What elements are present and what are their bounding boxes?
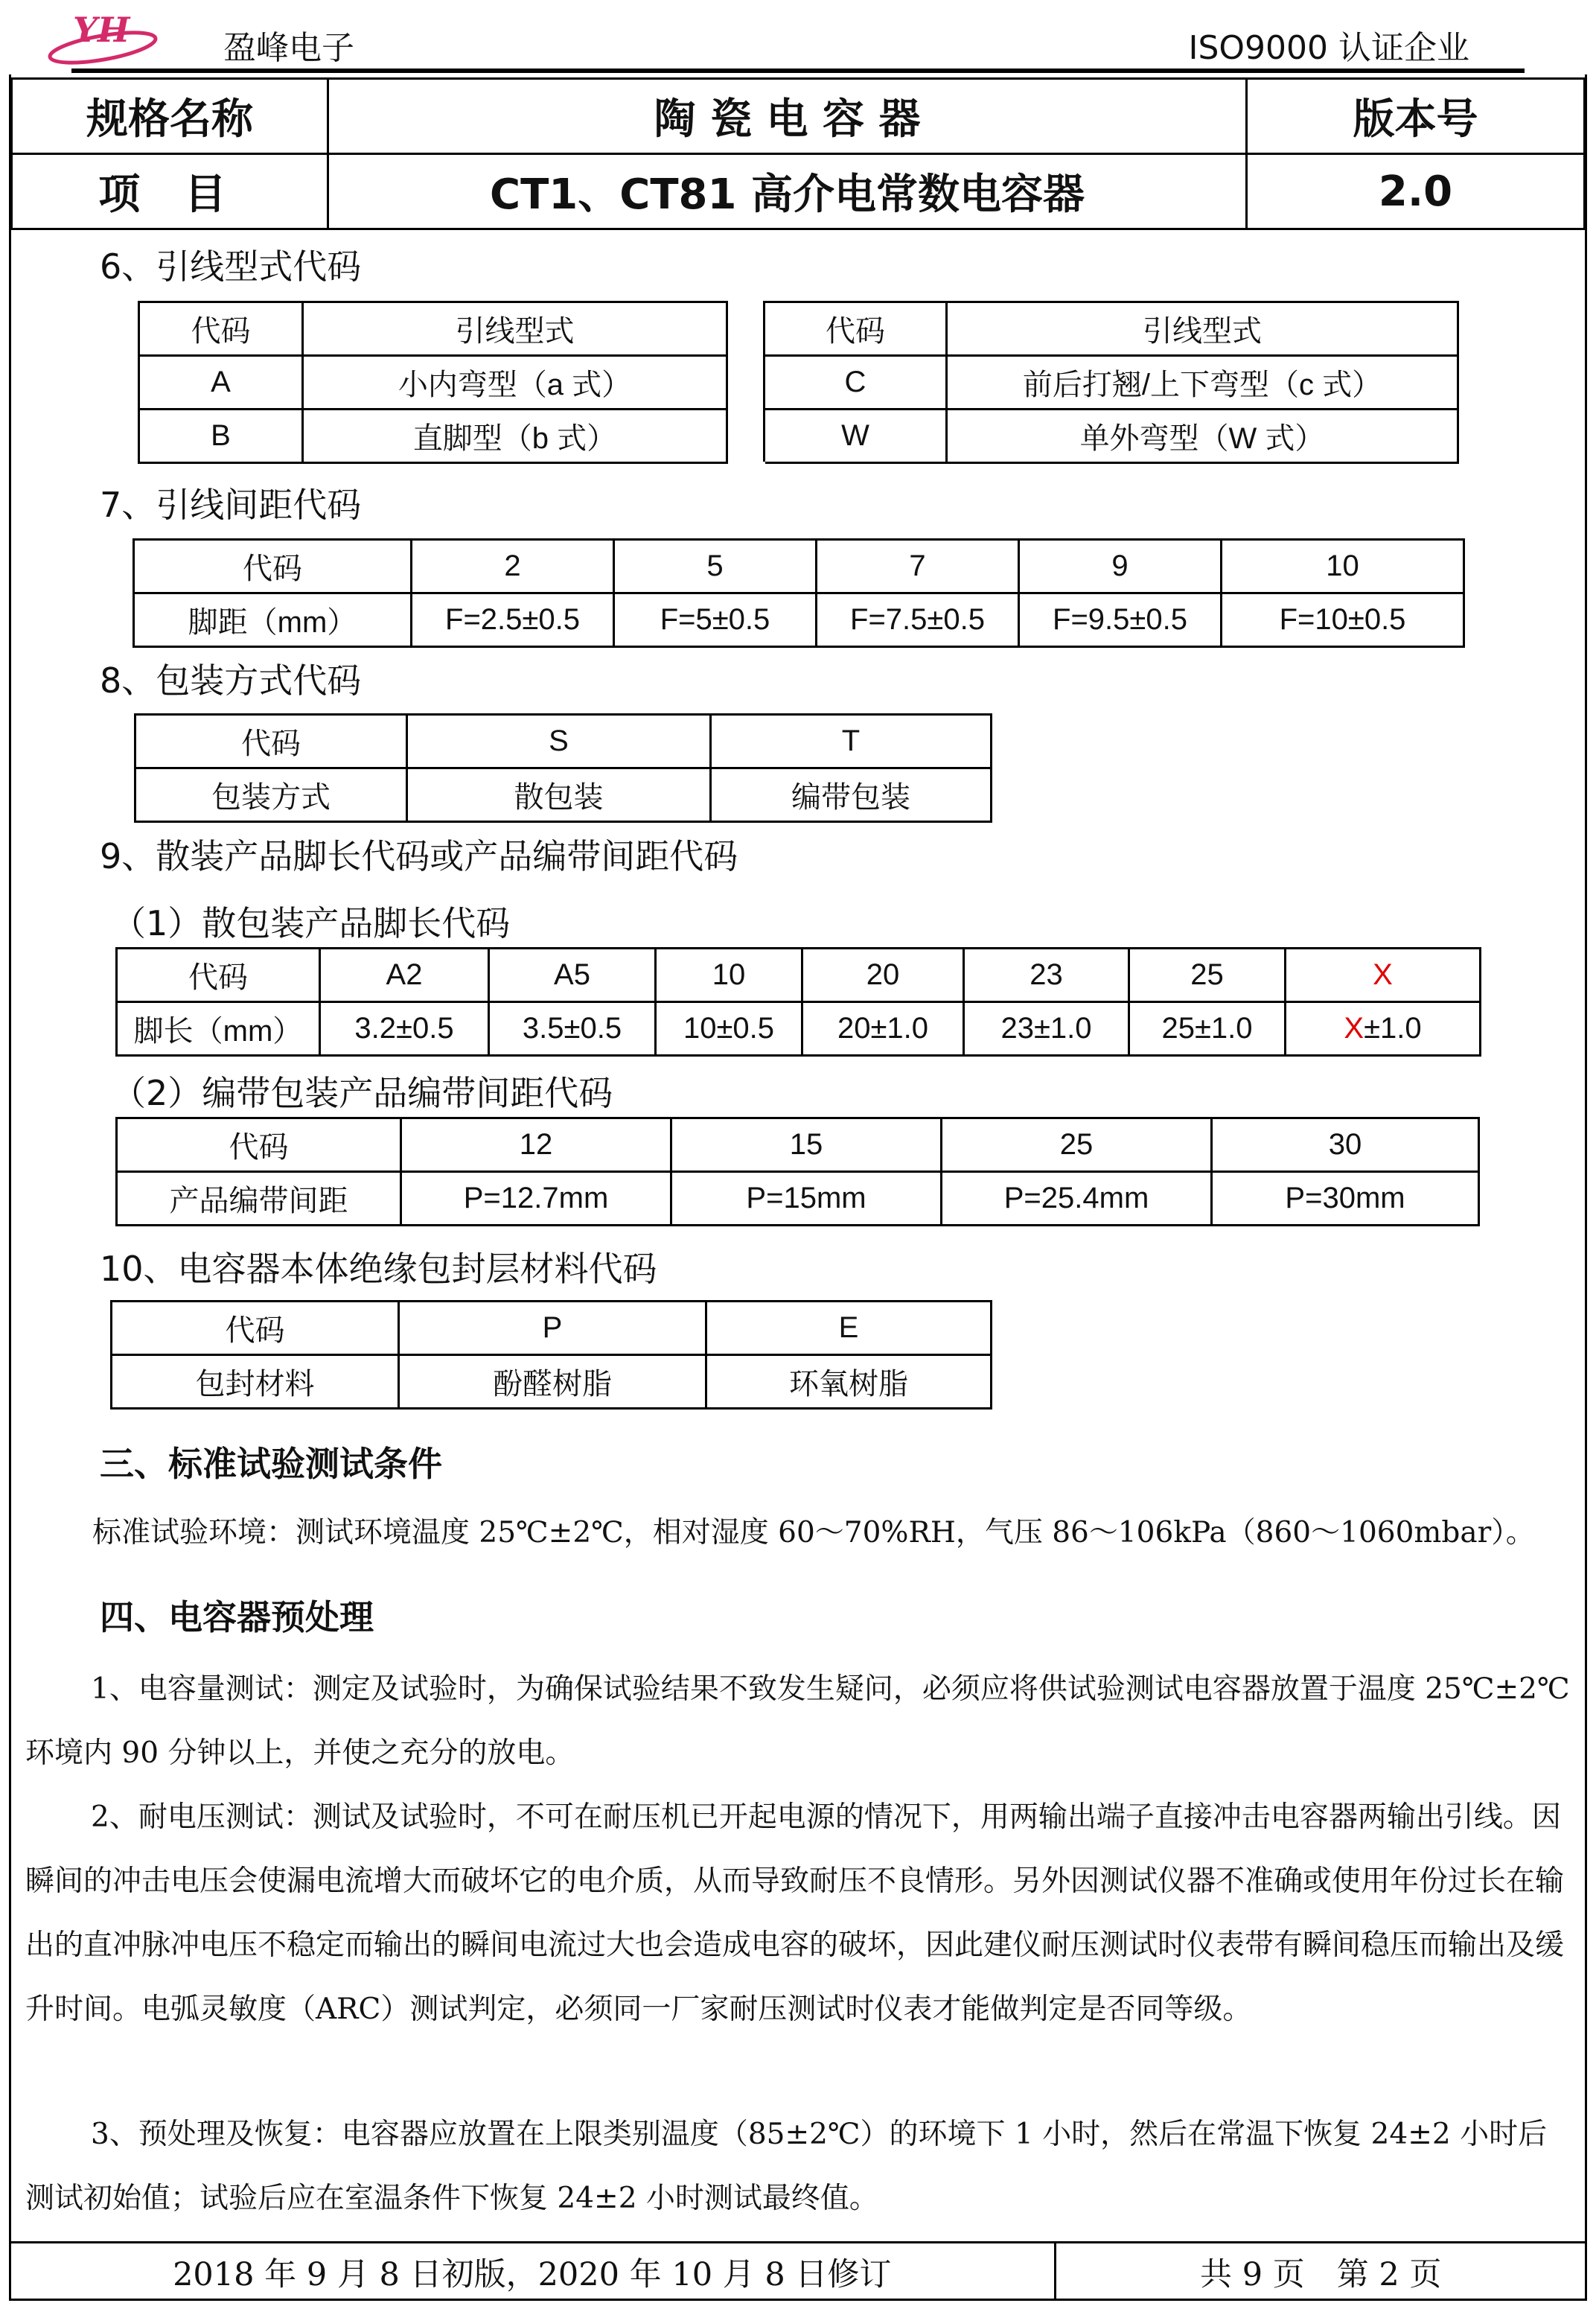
- table-cell: 7: [817, 540, 1019, 593]
- table-cell: 20: [802, 949, 964, 1002]
- table-cell: 编带包装: [711, 768, 992, 822]
- table-cell: 代码: [139, 302, 303, 356]
- sec8-title: 8、包装方式代码: [100, 660, 362, 701]
- table-cell: 10: [656, 949, 802, 1002]
- item-label: 项 目: [12, 154, 328, 229]
- table-cell: 15: [671, 1118, 942, 1172]
- table-cell: 散包装: [407, 768, 711, 822]
- table-cell: W: [765, 410, 947, 463]
- part4-title: 四、电容器预处理: [100, 1597, 374, 1637]
- table-cell: F=2.5±0.5: [412, 593, 614, 647]
- logo-text: YH: [73, 10, 130, 50]
- table-cell: 25: [1129, 949, 1286, 1002]
- table-cell: 10: [1222, 540, 1464, 593]
- table-cell: S: [407, 715, 711, 768]
- table-cell: 23±1.0: [964, 1002, 1129, 1056]
- table-cell: 30: [1212, 1118, 1479, 1172]
- table-cell: P=25.4mm: [942, 1172, 1212, 1226]
- part4-p3: 3、预处理及恢复：电容器应放置在上限类别温度（85±2℃）的环境下 1 小时，然后在常温下恢复 24±2 小时后测试初始值；试验后应在室温条件下恢复 24±2 小时测试最终值。: [25, 2118, 1548, 2215]
- table-cell: A: [139, 356, 303, 410]
- spec-value: 陶 瓷 电 容 器: [328, 79, 1247, 154]
- part3-title: 三、标准试验测试条件: [100, 1444, 442, 1484]
- table-cell: 代码: [117, 1118, 401, 1172]
- table-cell: 25±1.0: [1129, 1002, 1286, 1056]
- table-cell: C: [765, 356, 947, 410]
- table-cell: X: [1286, 949, 1481, 1002]
- table-cell: 3.2±0.5: [320, 1002, 489, 1056]
- page-number: 共 9 页 第 2 页: [1055, 2243, 1586, 2301]
- table-cell: F=5±0.5: [614, 593, 817, 647]
- sec6-title: 6、引线型式代码: [100, 246, 362, 287]
- packaging-table: [134, 713, 992, 823]
- table-cell: 2: [412, 540, 614, 593]
- table-gap: [727, 302, 765, 356]
- part4-p1: 1、电容量测试：测定及试验时，为确保试验结果不致发生疑问，必须应将供试验测试电容器放置于温度 25℃±2℃环境内 90 分钟以上，并使之充分的放电。: [25, 1672, 1570, 1770]
- table-cell: F=7.5±0.5: [817, 593, 1019, 647]
- spec-label: 规格名称: [12, 79, 328, 154]
- sec9-sub1-title: （1）散包装产品脚长代码: [112, 903, 511, 943]
- table-cell: 20±1.0: [802, 1002, 964, 1056]
- encapsulation-table: [110, 1300, 992, 1410]
- company-name: 盈峰电子: [223, 29, 354, 67]
- part3-text: 标准试验环境：测试环境温度 25℃±2℃，相对湿度 60～70%RH，气压 86～106kPa（860～1060mbar）。: [92, 1516, 1535, 1549]
- table-cell: A2: [320, 949, 489, 1002]
- table-cell: B: [139, 410, 303, 463]
- table-cell: 单外弯型（W 式）: [947, 410, 1458, 463]
- table-cell: 代码: [135, 715, 407, 768]
- part4-p2: 2、耐电压测试：测试及试验时，不可在耐压机已开起电源的情况下，用两输出端子直接冲击电容器两输出引线。因瞬间的冲击电压会使漏电流增大而破坏它的电介质，从而导致耐压不良情形。另外因测试仪器不准确或使用年份过长在输出的直冲脉冲电压不稳定而输出的瞬间电流过大也会造成电容的破坏，因此建仪耐压测试时仪表带有瞬间稳压而输出及缓升时间。电弧灵敏度（ARC）测试判定，必须同一厂家耐压测试时仪表才能做判定是否同等级。: [25, 1800, 1565, 2026]
- table-cell: 产品编带间距: [117, 1172, 401, 1226]
- revision-dates: 2018 年 9 月 8 日初版，2020 年 10 月 8 日修订: [10, 2243, 1055, 2301]
- table-cell: 12: [401, 1118, 671, 1172]
- table-cell: 5: [614, 540, 817, 593]
- table-cell: 小内弯型（a 式）: [303, 356, 727, 410]
- table-cell: 10±0.5: [656, 1002, 802, 1056]
- footer: [10, 2241, 1586, 2301]
- version-label: 版本号: [1247, 79, 1585, 154]
- table-cell: P=15mm: [671, 1172, 942, 1226]
- table-cell: 环氧树脂: [706, 1355, 992, 1409]
- table-cell: 前后打翘/上下弯型（c 式）: [947, 356, 1458, 410]
- table-cell: 9: [1019, 540, 1222, 593]
- table-cell: A5: [489, 949, 656, 1002]
- version-value: 2.0: [1247, 154, 1585, 229]
- table-cell: 引线型式: [947, 302, 1458, 356]
- table-cell: T: [711, 715, 992, 768]
- table-cell: F=10±0.5: [1222, 593, 1464, 647]
- table-cell: P=30mm: [1212, 1172, 1479, 1226]
- table-cell: P=12.7mm: [401, 1172, 671, 1226]
- lead-length-table: [115, 947, 1481, 1057]
- table-cell: 代码: [112, 1302, 399, 1355]
- table-cell: 代码: [117, 949, 320, 1002]
- sec9-sub2-title: （2）编带包装产品编带间距代码: [112, 1073, 613, 1113]
- variable-code: X: [1344, 1012, 1364, 1045]
- item-value: CT1、CT81 高介电常数电容器: [328, 154, 1247, 229]
- sec7-title: 7、引线间距代码: [100, 485, 362, 525]
- table-gap: [727, 356, 765, 410]
- lead-spacing-table: [133, 538, 1465, 648]
- table-cell: 25: [942, 1118, 1212, 1172]
- table-cell: F=9.5±0.5: [1019, 593, 1222, 647]
- table-cell: 3.5±0.5: [489, 1002, 656, 1056]
- table-cell: 代码: [765, 302, 947, 356]
- table-cell: 脚距（mm）: [134, 593, 412, 647]
- table-cell: 23: [964, 949, 1129, 1002]
- tolerance: ±1.0: [1364, 1012, 1422, 1045]
- tape-spacing-table: [115, 1117, 1480, 1226]
- table-cell: P: [399, 1302, 706, 1355]
- table-cell: 直脚型（b 式）: [303, 410, 727, 463]
- table-cell: 脚长（mm）: [117, 1002, 320, 1056]
- lead-type-table: [138, 301, 1459, 464]
- sec9-title: 9、散装产品脚长代码或产品编带间距代码: [100, 836, 738, 876]
- table-cell: 代码: [134, 540, 412, 593]
- sec10-title: 10、电容器本体绝缘包封层材料代码: [100, 1249, 657, 1289]
- header-rule: [71, 69, 1525, 73]
- table-cell: [1286, 1002, 1481, 1056]
- table-cell: 引线型式: [303, 302, 727, 356]
- company-logo: [43, 4, 170, 67]
- table-gap: [727, 410, 765, 463]
- table-cell: 包装方式: [135, 768, 407, 822]
- table-cell: E: [706, 1302, 992, 1355]
- iso-certification: ISO9000 认证企业: [1188, 29, 1469, 67]
- table-cell: 酚醛树脂: [399, 1355, 706, 1409]
- table-cell: 包封材料: [112, 1355, 399, 1409]
- title-block: [10, 77, 1586, 230]
